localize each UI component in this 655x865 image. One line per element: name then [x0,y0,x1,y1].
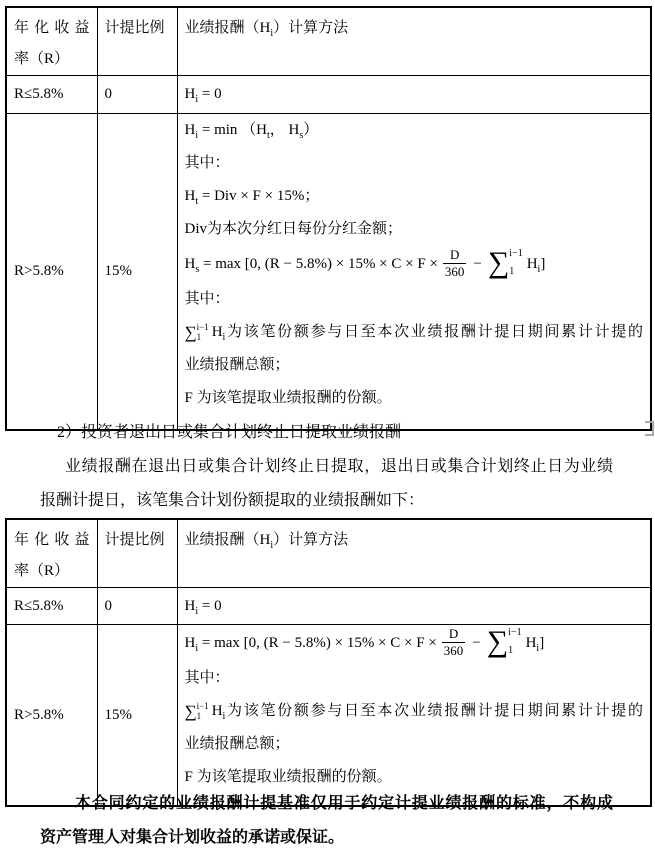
math-var-h: H [184,634,196,651]
math-min-comma: ， H [269,122,300,138]
note-sum-cont: 业绩报酬总额； [184,736,290,753]
math-sub-i: i [222,711,226,722]
math-sub-i: i [195,605,199,617]
header-method-post: ）计算方法 [273,532,349,548]
t2-low-ratio-cell: 0 [97,588,177,625]
fraction-d-360 [442,626,466,658]
header-cell-yield [6,7,97,76]
math-max-eq: = max [0, (R − 5.8%) × 15% × C × F × [198,634,437,651]
note-sum-cont: 业绩报酬总额； [184,357,290,374]
math-var-h: H [184,86,196,102]
fee-table-dividend [5,6,652,431]
math-var-h: H [184,255,196,272]
summation-symbol-inline [185,695,209,728]
math-ht-eq: = Div × F × 15%； [198,188,320,204]
math-var-h: H [526,255,538,272]
sigma-icon: ∑ [486,624,509,658]
summation-lower: 1 [509,265,515,277]
fraction-numerator: D [448,625,459,641]
t2-low-yield-cell: R≤5.8% [6,588,97,625]
math-max-eq: = max [0, (R − 5.8%) × 15% × C × F × [199,255,438,272]
t2-low-method-cell [177,588,651,625]
label-qizhong: 其中： [184,670,230,686]
summation-limits [509,249,522,277]
formula-hi-max [185,625,644,662]
formula-ht [185,180,644,213]
math-sub-i: i [536,642,540,654]
header-cell-ratio [97,519,177,588]
summation-lower: 1 [196,711,202,722]
fraction-denominator: 360 [444,263,465,279]
header-cell-method [177,7,651,76]
note-f: F 为该笔提取业绩报酬的份额。 [184,390,392,407]
math-min-eq: = min （H [198,122,268,138]
math-sub-s: s [195,263,200,275]
note-sum-text: 为该笔份额参与日至本次业绩报酬计提日期间累计计提的 [225,324,643,340]
formula-hi-min [185,114,644,147]
header-method-sub: i [270,28,274,39]
summation-symbol [488,246,523,279]
math-sub-i: i [537,263,541,275]
note-sum-text: 为该笔份额参与日至本次业绩报酬计提日期间累计计提的 [225,703,643,719]
math-var-h: H [184,597,196,614]
t1-low-method-cell [177,76,651,114]
math-min-close: ） [303,122,319,138]
header-yield-line1: 年 化 收 益 [14,20,90,36]
t2-high-yield-cell: R>5.8% [6,625,97,807]
math-sub-i: i [195,94,199,105]
header-yield-line1: 年 化 收 益 [14,532,90,548]
bookmark-mark [645,421,654,436]
math-minus: − [473,255,482,272]
table1-row-low [6,76,651,114]
table2-header-row [6,519,651,588]
summation-limits [197,702,209,721]
fraction-denominator: 360 [443,642,464,658]
sigma-icon: ∑ [184,701,197,721]
para-exit-body-1: 业绩报酬在退出日或集合计划终止日提取，退出日或集合计划终止日为业绩 [65,458,613,475]
t1-high-method-cell [177,114,651,431]
math-sub-i: i [195,130,199,141]
label-qizhong: 其中： [184,155,230,171]
math-sub-t: t [195,196,199,207]
math-sub-i: i [222,332,226,343]
math-minus: − [472,634,481,651]
header-method-pre: 业绩报酬（H [184,20,271,36]
header-method-label [185,525,644,556]
para-exit-title: 2）投资者退出日或集合计划终止日提取业绩报酬 [57,424,402,441]
math-sub-i: i [195,642,199,654]
fraction-d-360 [443,247,467,279]
header-ratio-label: 计提比例 [104,20,165,36]
math-var-h: H [184,188,196,204]
header-method-post: ）计算方法 [273,20,349,36]
summation-upper: i−1 [196,322,209,333]
t1-high-ratio-cell: 15% [97,114,177,431]
header-yield-line2: 率（R） [14,563,70,579]
header-ratio-label: 计提比例 [104,532,165,548]
summation-upper: i−1 [196,701,209,712]
fraction-numerator: D [449,246,460,262]
summation-upper: i−1 [509,247,523,259]
summation-lower: 1 [508,644,514,656]
t1-low-yield-cell: R≤5.8% [6,76,97,114]
t1-low-ratio-cell: 0 [97,76,177,114]
header-cell-yield [6,519,97,588]
math-bracket-close: ] [539,634,545,651]
header-method-label [185,13,644,44]
t1-high-yield-cell: R>5.8% [6,114,97,431]
summation-symbol [487,625,522,658]
note-sum [185,316,644,349]
table1-row-high [6,114,651,431]
summation-limits [197,323,209,342]
math-var-h: H [184,122,196,138]
math-var-h: H [211,703,223,719]
math-eq-zero: = 0 [198,597,222,614]
math-sub-t: t [267,130,270,141]
note-div: Div为本次分红日每份分红金额； [184,221,403,237]
math-var-h: H [525,634,537,651]
header-yield-line2: 率（R） [14,51,70,67]
formula-hs-max [185,246,644,283]
fee-table-exit [5,518,652,807]
summation-symbol-inline [185,316,209,349]
para-exit-body-2: 报酬计提日，该笔集合计划份额提取的业绩报酬如下： [40,492,425,509]
header-cell-ratio [97,7,177,76]
summation-upper: i−1 [508,626,522,638]
math-sub-s: s [299,130,304,141]
label-qizhong: 其中： [184,291,230,307]
math-eq-zero: = 0 [198,86,222,102]
math-bracket-close: ] [540,255,546,272]
sigma-icon: ∑ [487,245,510,279]
t2-high-method-cell [177,625,651,807]
table2-row-high [6,625,651,807]
summation-limits [508,628,521,656]
header-method-sub: i [270,540,274,551]
summation-lower: 1 [196,332,202,343]
header-method-pre: 业绩报酬（H [184,532,271,548]
math-var-h: H [211,324,223,340]
note-f: F 为该笔提取业绩报酬的份额。 [184,769,392,786]
sigma-icon: ∑ [184,322,197,342]
t2-high-ratio-cell: 15% [97,625,177,807]
bottom-note-line-2: 资产管理人对集合计划收益的承诺或保证。 [40,829,345,846]
header-cell-method [177,519,651,588]
table2-row-low [6,588,651,625]
note-sum [185,695,644,728]
bottom-note-line-1: 本合同约定的业绩报酬计提基准仅用于约定计提业绩报酬的标准，不构成 [75,795,613,812]
table1-header-row [6,7,651,76]
